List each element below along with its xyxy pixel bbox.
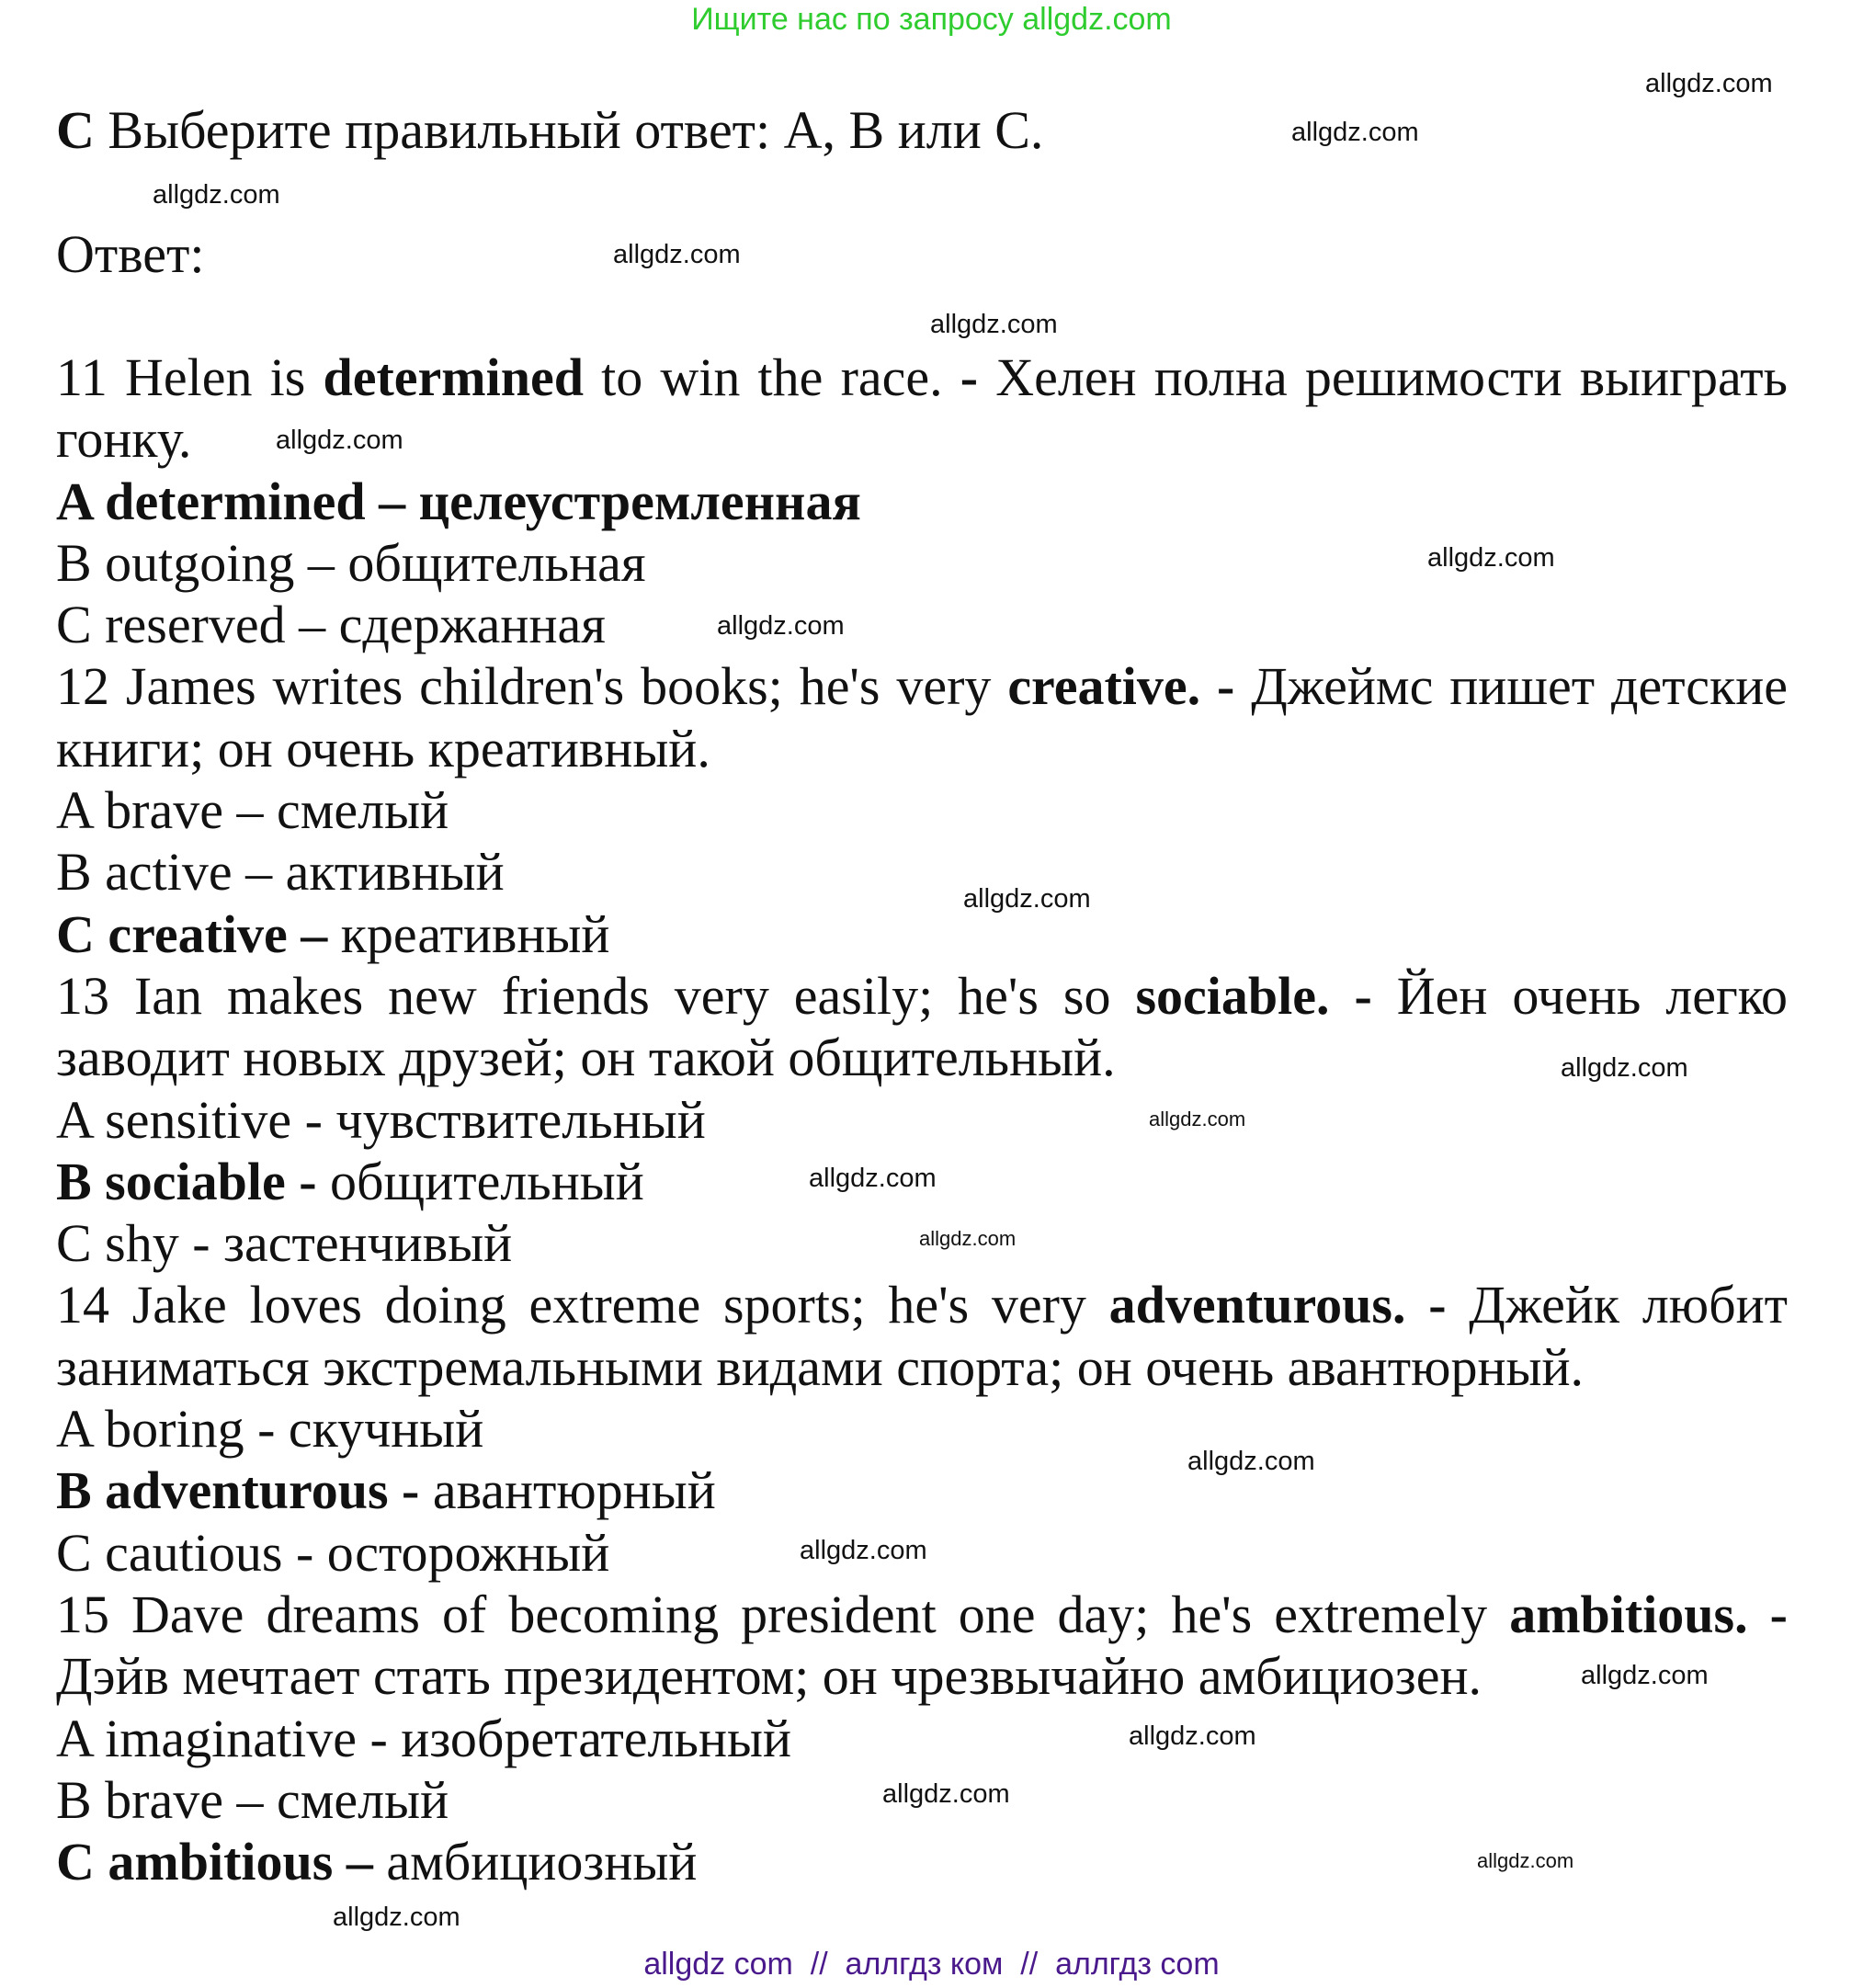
text-segment: B brave – смелый [56, 1769, 449, 1830]
text-segment: Джеймс пишет детские [1234, 656, 1788, 717]
text-segment: гонку. [56, 409, 192, 470]
watermark-text: allgdz.com [1187, 1447, 1315, 1476]
text-segment: A boring - скучный [56, 1399, 484, 1460]
watermark-text: allgdz.com [717, 611, 845, 641]
text-segment: авантюрный [419, 1460, 716, 1521]
bold-text: determined [323, 347, 584, 407]
answer-line [56, 471, 861, 532]
watermark-text: allgdz.com [1561, 1053, 1688, 1083]
answer-line [56, 779, 449, 841]
watermark-text: allgdz.com [1129, 1721, 1256, 1751]
answer-line [56, 1089, 706, 1151]
bold-text: C creative – [56, 903, 328, 964]
bold-text: - [960, 347, 979, 407]
answer-line [56, 1398, 483, 1460]
question-line [56, 965, 1788, 1027]
text-segment: Дэйв мечтает стать президентом; он чрезвычайно амбициозен. [56, 1646, 1482, 1707]
watermark-text: allgdz.com [809, 1164, 937, 1193]
answer-line [56, 1151, 644, 1212]
answer-line [56, 532, 646, 594]
watermark-text: allgdz.com [919, 1227, 1017, 1250]
text-segment: книги; он очень креативный. [56, 718, 710, 778]
question-line [56, 346, 1788, 408]
answer-label: Ответ: [56, 224, 205, 284]
text-segment: заводит новых друзей; он такой общительный. [56, 1028, 1116, 1088]
footer-links: allgdz com // аллгдз ком // аллгдз com [643, 1947, 1220, 1982]
text-segment: 14 Jake loves doing extreme sports; he's very [56, 1275, 1109, 1335]
text-segment: общительный [316, 1151, 644, 1211]
text-segment: A sensitive - чувствительный [56, 1089, 706, 1150]
answer-line [56, 1460, 716, 1521]
bold-text: adventurous. - [1108, 1275, 1447, 1335]
task-title [56, 99, 1043, 161]
watermark-text: allgdz.com [1149, 1108, 1246, 1130]
watermark-text: allgdz.com [930, 310, 1058, 339]
search-banner: Ищите нас по запросу allgdz.com [691, 2, 1172, 37]
bold-text: C ambitious – [56, 1832, 373, 1892]
text-segment: 11 Helen is [56, 347, 324, 407]
bold-text: С [56, 100, 95, 160]
watermark-text: allgdz.com [963, 884, 1091, 914]
watermark-text: allgdz.com [800, 1536, 927, 1565]
text-segment: 15 Dave dreams of becoming president one day; he's extremely [56, 1584, 1510, 1644]
question-line [56, 655, 1788, 717]
text-segment: амбициозный [372, 1832, 698, 1892]
watermark-text: allgdz.com [276, 426, 403, 455]
text-segment: Йен очень легко [1371, 965, 1788, 1026]
text-segment: C shy - застенчивый [56, 1213, 513, 1274]
answer-line [56, 594, 606, 655]
watermark-text: allgdz.com [333, 1903, 460, 1932]
text-segment: B outgoing – общительная [56, 532, 646, 593]
text-segment: B active – активный [56, 842, 505, 903]
answer-line [56, 1522, 609, 1584]
answer-line [56, 841, 505, 903]
text-segment: заниматься экстремальными видами спорта; он очень авантюрный. [56, 1336, 1585, 1397]
answer-line [56, 903, 609, 965]
bold-text: sociable. - [1135, 965, 1372, 1026]
text-segment: Джейк любит [1446, 1275, 1788, 1335]
question-line [56, 1584, 1788, 1645]
watermark-text: allgdz.com [1581, 1661, 1709, 1690]
bold-text: creative. - [1007, 656, 1235, 717]
text-segment: Хелен полна решимости выиграть [978, 347, 1788, 407]
answer-line [56, 718, 710, 779]
text-segment: A brave – смелый [56, 780, 449, 841]
answer-line [56, 1708, 791, 1769]
answer-line [56, 1212, 512, 1274]
watermark-text: allgdz.com [1291, 118, 1419, 147]
text-segment: C cautious - осторожный [56, 1522, 610, 1583]
text-segment: C reserved – сдержанная [56, 595, 606, 655]
answer-line [56, 1645, 1482, 1707]
answer-line [56, 1769, 449, 1831]
text-segment: to win the race. [583, 347, 960, 407]
text-segment: 12 James writes children's books; he's very [56, 656, 1008, 717]
bold-text: B sociable - [56, 1151, 317, 1211]
bold-text: ambitious. - [1509, 1584, 1788, 1644]
answer-line [56, 408, 191, 470]
question-line [56, 1274, 1788, 1335]
watermark-text: allgdz.com [1645, 69, 1773, 98]
answer-line [56, 1336, 1584, 1398]
bold-text: A determined – целеустремленная [56, 471, 861, 531]
text-segment: Выберите правильный ответ: А, В или С. [94, 100, 1044, 160]
watermark-text: allgdz.com [153, 180, 280, 210]
bold-text: B adventurous - [56, 1460, 420, 1521]
watermark-text: allgdz.com [1427, 543, 1555, 573]
text-segment: 13 Ian makes new friends very easily; he's so [56, 965, 1136, 1026]
watermark-text: allgdz.com [882, 1779, 1010, 1809]
answer-line [56, 1831, 697, 1892]
watermark-text: allgdz.com [613, 240, 741, 269]
watermark-text: allgdz.com [1477, 1849, 1574, 1872]
answer-content [56, 346, 1788, 1892]
text-segment: креативный [327, 903, 610, 964]
answer-line [56, 1027, 1116, 1088]
text-segment: A imaginative - изобретательный [56, 1708, 791, 1768]
